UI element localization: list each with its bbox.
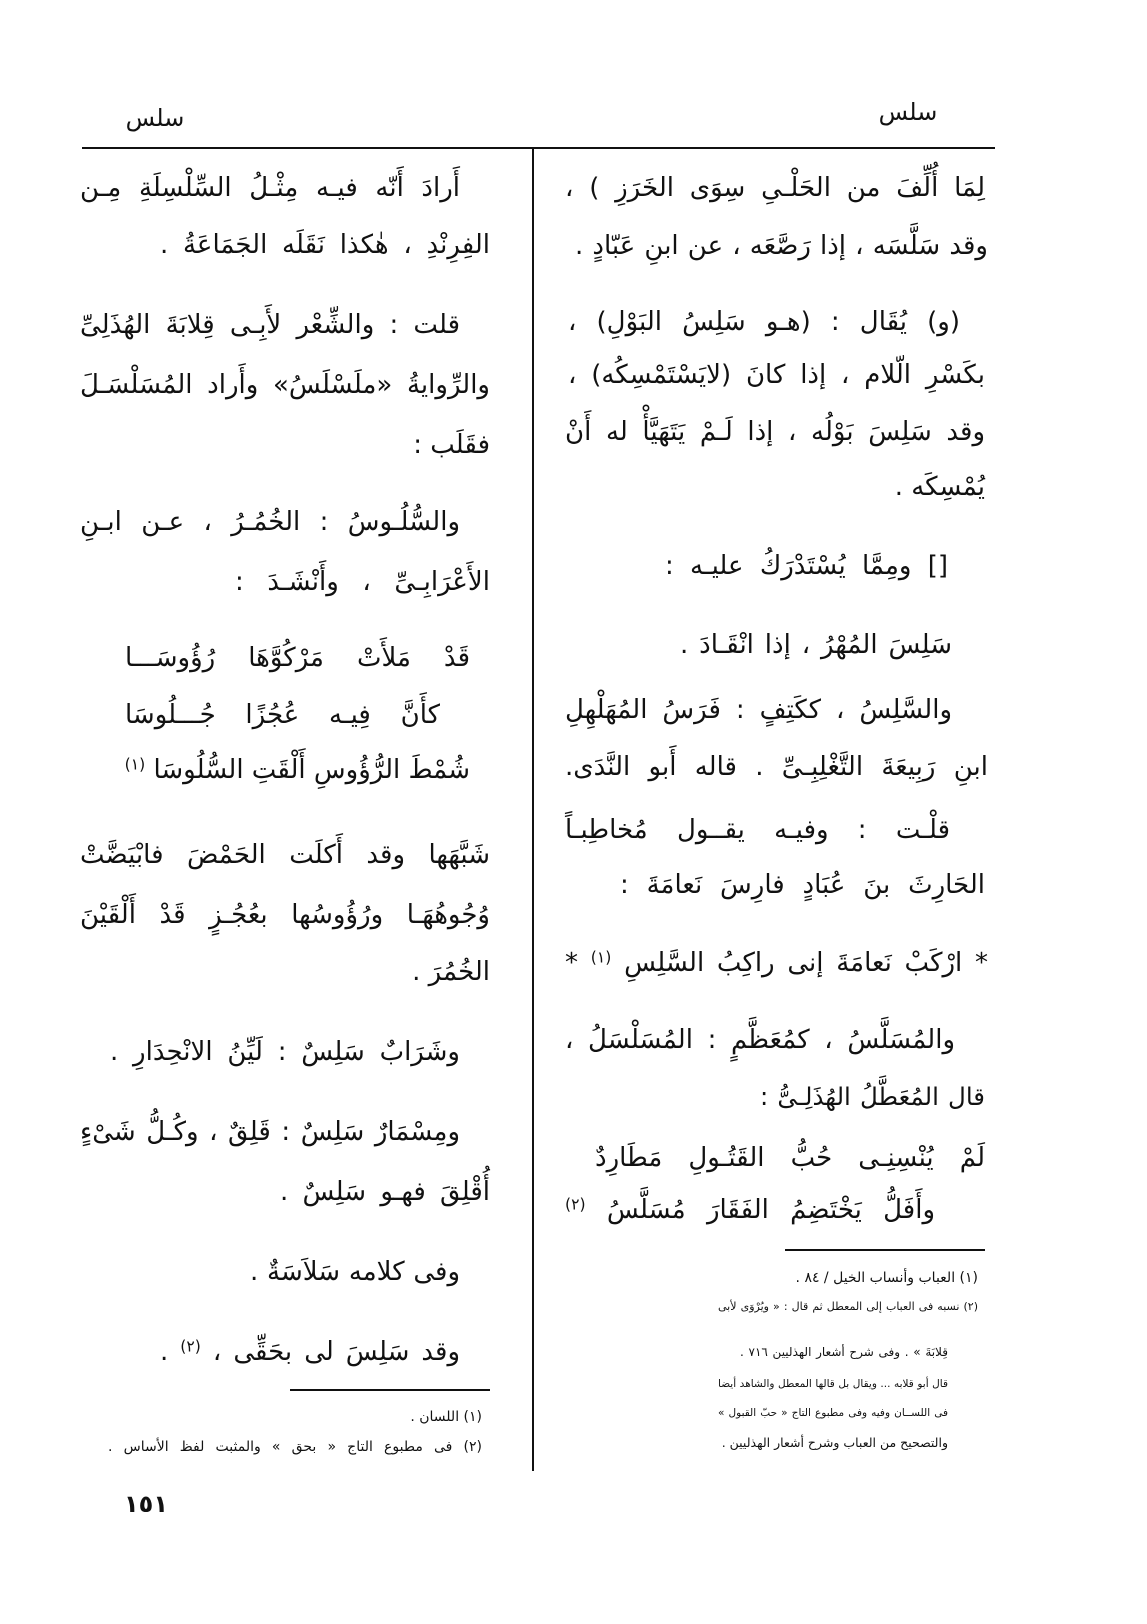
left-column-line <box>80 357 492 413</box>
right-column-line <box>565 218 988 274</box>
left-column-line <box>80 494 492 550</box>
left-column-line <box>80 827 492 883</box>
line-tail: . <box>160 1337 169 1367</box>
footnote-text: قِلابَةَ » . وفى شرح أشعار الهذليين ٧١٦ . <box>740 1345 948 1359</box>
line-tail: * <box>565 948 578 978</box>
right-column-line <box>565 538 988 594</box>
line-text: أُقْلِقَ فهـو سَلِسٌ . <box>280 1177 490 1207</box>
line-text: وقد سَلَّسَه ، إذا رَصَّعَه ، عن ابنِ عَبّادٍ . <box>575 231 988 261</box>
right-column-line <box>565 404 988 460</box>
footnote-continuation <box>718 1430 988 1456</box>
line-text: قال المُعَطَّلُ الهُذَلِـىُّ : <box>760 1082 985 1111</box>
line-text: لِمَا أُلِّفَ من الحَلْـىِ سِوَى الخَرَزِ ) ، <box>565 173 985 203</box>
left-column-line <box>80 1104 492 1160</box>
footnote <box>108 1434 492 1460</box>
footnote-continuation <box>718 1371 988 1397</box>
line-text: قَدْ مَلأَتْ مَرْكُوَّهَا رُؤُوسَـــا <box>125 643 470 673</box>
line-content <box>565 1195 935 1225</box>
line-text: أَرادَ أَنّه فيـه مِثْـلُ السِّلْسِلَةِ مِـن <box>80 173 460 203</box>
footnote-marker: (٢) <box>180 1337 201 1356</box>
left-column-line <box>80 1324 492 1380</box>
right-column-line <box>565 617 988 673</box>
right-column-line <box>565 802 988 858</box>
footnote-marker: (١) <box>590 948 612 967</box>
right-column-line <box>565 459 988 515</box>
footnote <box>108 1404 492 1430</box>
right-column-line <box>565 294 988 350</box>
footnote-text: (١) العباب وأنساب الخيل / ٨٤ . <box>795 1270 978 1286</box>
line-text: قلت : والشِّعْر لأَبِـى قِلابَةَ الهُذَلِىِّ <box>80 310 460 340</box>
header-rule <box>82 147 995 149</box>
running-head-left: سلس <box>125 104 185 132</box>
left-column-line <box>80 887 492 943</box>
right-column-verse-line <box>565 1130 988 1186</box>
line-text: والسُّلُـوسُ : الخُمُـرُ ، عـن ابـنِ <box>80 507 460 537</box>
left-column-line <box>80 1244 492 1300</box>
line-content <box>565 948 988 978</box>
left-column-line <box>80 417 492 473</box>
line-text: ابنِ رَبِيعَةَ التَّغْلِبِـىِّ . قاله أَبو النَّدَى. <box>565 752 988 782</box>
line-text: الأَعْرَابِـىِّ ، وأَنْشَـدَ : <box>235 567 490 597</box>
footnote-continuation <box>718 1400 988 1426</box>
left-column-verse-line <box>80 630 492 686</box>
footnote-continuation <box>718 1339 988 1365</box>
line-text: وقد سَلِسَ لى بحَقِّى ، <box>212 1337 461 1367</box>
left-column-line <box>80 554 492 610</box>
left-column-line <box>80 160 492 216</box>
footnote-text: والتصحيح من العباب وشرح أشعار الهذليين . <box>721 1435 948 1450</box>
right-column-verse-line <box>565 935 988 991</box>
line-text: وأَفَلُّ يَخْتَضِمُ الفَقَارَ مُسَلَّسُ <box>606 1195 935 1225</box>
line-text: الحَارِثَ بنَ عُبَادٍ فارِسَ نَعامَةَ : <box>620 870 985 900</box>
line-text: سَلِسَ المُهْرُ ، إذا انْقَـادَ . <box>680 630 952 660</box>
line-text: [] ومِمَّا يُسْتَدْرَكُ عليـه : <box>665 551 948 581</box>
line-text: شَبَّهَها وقد أَكلَت الحَمْضَ فابْيَضَّتْ <box>80 840 490 870</box>
line-text: (و) يُقَال : (هـو سَلِسُ البَوْلِ) ، <box>568 307 960 337</box>
footnote-text: قال أبو قلابه ... ويقال بل قالها المعطل والشاهد أيضا <box>718 1378 948 1390</box>
line-text: بكَسْرِ الّلام ، إذا كانَ (لايَسْتَمْسِكُه) ، <box>568 360 985 390</box>
line-text: الفِرِنْدِ ، هٰكذا نَقَلَه الجَمَاعَةُ . <box>160 230 490 260</box>
footnote-marker: (٢) <box>565 1195 586 1214</box>
line-text: وُجُوهُهَـا ورُؤُوسُها بعُجُـزٍ قَدْ أَلْقَيْنَ <box>80 900 490 930</box>
left-column-line <box>80 1164 492 1220</box>
footnote-rule-right <box>785 1249 985 1251</box>
footnote-marker: (١) <box>124 755 146 774</box>
line-text: شُمْطَ الرُّؤُوسِ أَلْقَتِ السُّلُوسَا <box>153 755 470 785</box>
left-column-line <box>80 944 492 1000</box>
line-text: ومِسْمَارٌ سَلِسٌ : قَلِقٌ ، وكُـلُّ شَىْءٍ <box>80 1117 460 1147</box>
left-column-line <box>80 297 492 353</box>
line-content <box>160 1337 460 1367</box>
line-text: كأَنَّ فِيـه عُجُزًا جُـــلُوسَا <box>125 700 440 730</box>
line-content <box>125 755 470 785</box>
footnote-text: (٢) فى مطبوع التاج « بحق » والمثبت لفظ الأساس . <box>108 1439 482 1455</box>
line-text: والمُسَلَّسُ ، كمُعَظَّمٍ : المُسَلْسَلُ ، <box>565 1025 955 1055</box>
footnote-text: فى اللســان وفيه وفى مطبوع التاج « حبّ القبول » <box>718 1407 948 1419</box>
right-column-verse-line <box>565 1182 988 1238</box>
line-text: وقد سَلِسَ بَوْلُه ، إذا لَـمْ يَتَهَيَّأْ له أَنْ <box>565 417 985 447</box>
column-divider <box>532 149 534 1471</box>
right-column-line <box>565 1012 988 1068</box>
running-head-right: سلس <box>878 98 938 126</box>
line-text: الخُمُرَ . <box>412 957 490 987</box>
line-text: وشَرَابٌ سَلِسٌ : لَيِّنُ الانْحِدَارِ . <box>110 1037 460 1067</box>
line-text: لَمْ يُنْسِنِـى حُبُّ القَتُـولِ مَطَارِدٌ <box>595 1143 985 1173</box>
line-text: فقَلَب : <box>413 430 490 460</box>
right-column-line <box>565 1069 988 1125</box>
right-column-line <box>565 739 988 795</box>
left-column-line <box>80 1024 492 1080</box>
line-text: وفى كلامه سَلاَسَةٌ . <box>250 1257 460 1287</box>
right-column-line <box>565 347 988 403</box>
line-text: قلْـت : وفيـه يقــول مُخاطِبـاً <box>565 815 950 845</box>
line-text: والرِّوايةُ «ملَسْلَسُ» وأَراد المُسَلْسَـلَ <box>80 370 490 400</box>
right-column-line <box>565 682 988 738</box>
page-number: ١٥١ <box>124 1490 168 1518</box>
line-text: يُمْسِكَه . <box>894 472 985 502</box>
left-column-line <box>80 217 492 273</box>
footnote-text: (١) اللسان . <box>410 1409 482 1425</box>
right-column-line <box>565 160 988 216</box>
footnote <box>718 1294 988 1320</box>
line-text: * ارْكَبْ نَعامَةَ إنى راكِبُ السَّلِسِ <box>624 948 988 978</box>
footnote <box>718 1265 988 1291</box>
footnote-text: (٢) نسبه فى العباب إلى المعطل ثم قال : « ويُرْوَى لأبى <box>718 1300 978 1313</box>
line-text: والسَّلِسُ ، ككَتِفٍ : فَرَسُ المُهَلْهِلِ <box>565 695 952 725</box>
footnote-rule-left <box>290 1389 490 1391</box>
right-column-line <box>565 857 988 913</box>
left-column-verse-line <box>80 742 492 798</box>
left-column-verse-line <box>80 687 492 743</box>
